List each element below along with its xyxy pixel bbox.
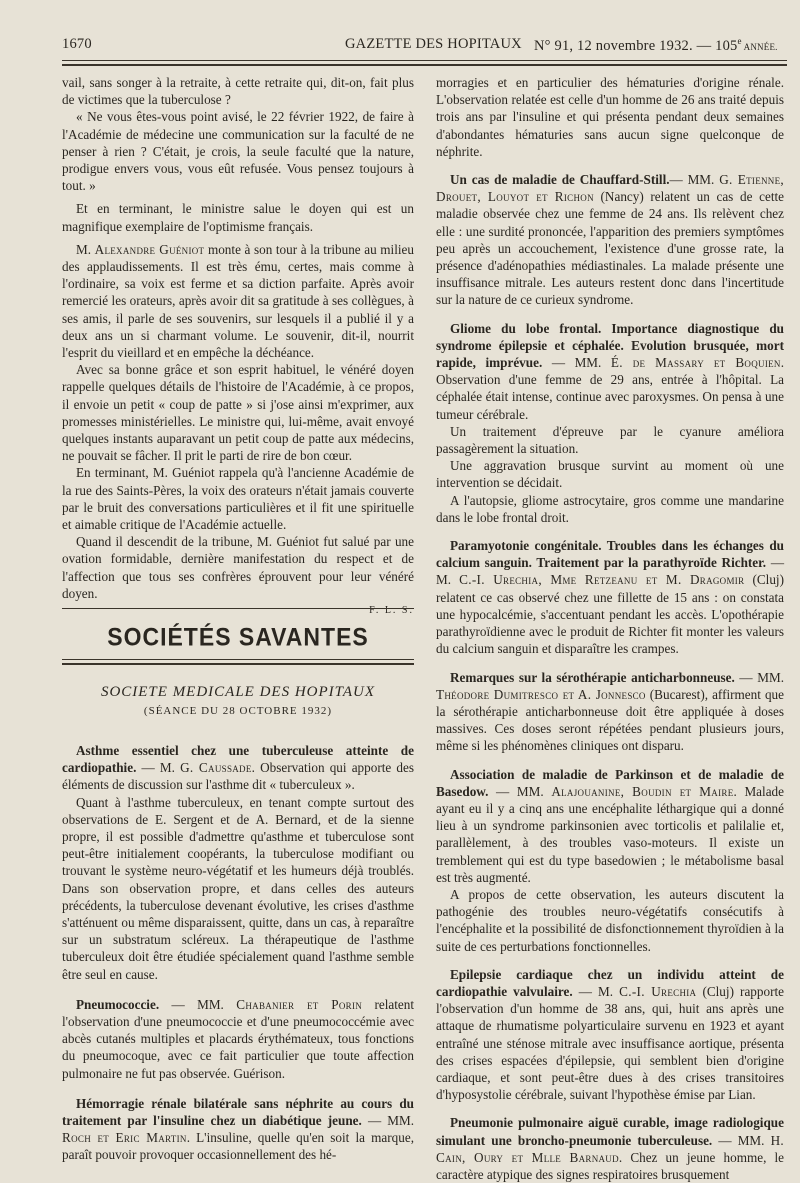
abstract	[436, 669, 784, 755]
abstract	[62, 996, 414, 1082]
text-span: — MM.	[488, 783, 552, 799]
paragraph: Une aggravation brusque survint au moment où une intervention se décidait.	[436, 458, 784, 491]
text-span: — MM.	[712, 1132, 771, 1148]
section-rule	[62, 659, 414, 660]
session-date: (SÉANCE DU 28 OCTOBRE 1932)	[143, 705, 333, 717]
author-names: Théodore Dumitresco et A. Jonnesco	[436, 686, 646, 702]
abstract-title: Hémorragie rénale bilatérale sans néphrite au cours du traitement par l'insuline chez un diabétique jeune.	[62, 1095, 414, 1129]
text-span: (Cluj) rapporte l'observation d'un homme de 38 ans, qui, huit ans après une attaque de rhumatisme polyarticulaire survenu en 1923 et ayant entraîné une sténose mitrale avec insuffisance aortique, présenta des crises espacées d'épilepsie, qui semblent bien d'origine cardiaque, et sont peut-être dues à des crises transitoires d'hyposystolie cérébrale, suivant l'hypothèse émise par Lian.	[436, 983, 784, 1103]
page-header	[62, 36, 782, 58]
issue-info	[534, 36, 778, 55]
society-title: SOCIETE MEDICALE DES HOPITAUX	[100, 684, 376, 700]
section-rule	[62, 608, 414, 609]
text-span: — MM.	[361, 1113, 414, 1129]
author-names: G. Caussade	[180, 760, 252, 776]
text-span: — M.	[136, 760, 181, 776]
section-rule-thick	[62, 663, 414, 665]
text-span: M.	[76, 241, 95, 257]
text-span: (Nancy) relatent un cas de cette maladie observée chez une femme de 24 ans. Ils relèvent chez elle : une surdité prononcée, l'apparition des premiers symptômes peu après un accouchement, l'existence d'une grosse rate, la présence d'adénopathies médiastinales. La malade présente une insuffisance mitrale. Les auteurs restent donc dans l'incertitude sur la nature de ce curieux syndrome.	[436, 189, 784, 308]
paragraph: A propos de cette observation, les auteurs discutent la pathogénie des troubles neuro-végétatifs consécutifs à l'encéphalite et la possibilité de disfonctionnement thyroïdien à la suite de ces perturbations fonctionnelles.	[436, 886, 784, 954]
paragraph: morragies et en particulier des hématuries d'origine rénale. L'observation relatée est celle d'un homme de 26 ans traité depuis trois ans par l'insuline et qui présenta pendant deux semaines d'abondantes hématuries sans aucun signe quelconque de néphrite.	[436, 75, 784, 159]
paragraph: Et en terminant, le ministre salue le doyen qui est un magnifique exemplaire de l'optimisme français.	[62, 201, 414, 234]
text-span: relatent l'observation d'une pneumococcie et d'une pneumococcémie avec abcès cutanés multiples et placards érythémateux, tous fonctions du pneumocoque, avec ce fait particulier que toute affection pulmonaire ne fut pas observée. Guérison.	[62, 996, 414, 1081]
left-column	[62, 74, 414, 619]
text-span: . Chez un jeune homme, le caractère atypique des signes respiratoires brusquement	[436, 1149, 784, 1182]
person-name: Alexandre Guéniot	[94, 241, 205, 257]
text-span: — MM.	[542, 355, 611, 371]
abstract-title: Remarques sur la sérothérapie anticharbonneuse.	[450, 669, 735, 685]
author-names: C.-I. Urechia	[619, 983, 697, 999]
paragraph: En terminant, M. Guéniot rappela qu'à l'ancienne Académie de la rue des Saints-Pères, la voix des orateurs n'était jamais couverte par le bruit des conversations particulières et il fit une spirituelle et aimable critique de l'Académie actuelle.	[62, 465, 414, 533]
abstract-title: Paramyotonie congénitale. Troubles dans les échanges du calcium sanguin. Traitement par la parathyroïde Richter.	[436, 538, 784, 571]
abstract	[436, 766, 784, 886]
text-span: . Observation d'une femme de 29 ans, entrée à l'hôpital. La céphalée était intense, continue avec paroxysmes. On pensa à une tumeur cérébrale.	[436, 355, 785, 422]
abstract-title: Pneumococcie.	[76, 996, 160, 1012]
author-names: G. Etienne, Drouet, Louyot et Richon	[436, 172, 785, 205]
issue-text: N° 91, 12 novembre 1932. — 105	[534, 37, 738, 54]
author-names: H. Cain, Oury et Mlle Barnaud	[436, 1132, 785, 1165]
text-span: — M.	[572, 983, 620, 999]
abstract-title: Epilepsie cardiaque chez un individu atteint de cardiopathie valvulaire.	[436, 966, 784, 999]
abstract-title: Pneumonie pulmonaire aiguë curable, image radiologique simulant une broncho-pneumonie tuberculeuse.	[436, 1115, 784, 1148]
signature: F. L. S.	[369, 605, 414, 617]
paragraph: « Ne vous êtes-vous point avisé, le 22 février 1922, de faire à l'Académie de médecine une communication sur la faculté de ne penser à rien ? C'était, je crois, la seule faculté que la nature, prodigue envers vous, vous eût refusée. Vous pensez toujours à tout. »	[62, 109, 414, 194]
paragraph: Avec sa bonne grâce et son esprit habituel, le vénéré doyen rappelle quelques détails de l'histoire de l'Académie, à ce propos, il envoie un petit « coup de patte » si j'ose ainsi m'exprimer, aux promesses ministérielles. Le ministre qui, lui-même, avait envoyé quelques instants auparavant un petit coup de patte aux médecins, ne pouvait se fâcher. Il prit le parti de rire de bon cœur.	[62, 362, 414, 464]
right-column	[436, 74, 784, 1183]
paragraph: Quand il descendit de la tribune, M. Guéniot fut salué par une ovation formidable, dernière manifestation du respect et de l'affection que tous ses confrères éprouvent pour leur vénéré doyen.	[62, 534, 414, 601]
section-heading: SOCIÉTÉS SAVANTES	[107, 622, 369, 651]
paragraph: Quant à l'asthme tuberculeux, en tenant compte surtout des observations de E. Sergent et de A. Bernard, et de la sienne propre, il est possible d'admettre qu'asthme et tuberculose sont peut-être initialement coopérants, la tuberculose modifiant ou trouvant le système neuro-végétatif et les humeurs déjà troublés. Dans son observation propre, et dans celles des auteurs précédents, la tuberculose devenant évolutive, les crises d'asthme s'atténuent ou même disparaissent, quitte, dans un cas, à reparaître sur un substratum scléreux. La thérapeutique de l'asthme tuberculeux doit être étudiée spécialement quand l'asthme semble être seul en cause.	[62, 794, 414, 982]
author-names: C.-I. Urechia, Mme Retzeanu et M. Dragomir	[459, 572, 745, 588]
text-span: — MM.	[669, 172, 720, 188]
abstract-title: Un cas de maladie de Chauffard-Still.	[450, 172, 670, 188]
abstract	[62, 742, 414, 794]
paragraph: Un traitement d'épreuve par le cyanure améliora passagèrement la situation.	[436, 423, 784, 457]
page-number: 1670	[62, 36, 92, 52]
header-rule	[62, 60, 787, 61]
abstract-title: Association de maladie de Parkinson et de maladie de Basedow.	[436, 766, 784, 799]
text-span: — MM.	[734, 669, 784, 685]
abstract	[62, 1095, 414, 1164]
text-span: (Bucarest), affirment que la sérothérapie anticharbonneuse doit être appliquée à doses massives. Ces doses seront répétées pendant plusieurs jours, même si les phénomènes cliniques ont disparu.	[436, 686, 784, 754]
text-span: . Malade ayant eu il y a cinq ans une encéphalite léthargique qui a donné lieu à un syndrome parkinsonien avec torticolis et palilalie et, parallèlement, à des troubles vaso-moteurs. Il existe un tremblement qui est du type basedowien ; le métabolisme basal est très augmenté.	[436, 783, 784, 885]
author-names: Chabanier et Porin	[236, 996, 363, 1012]
author-names: Alajouanine, Boudin et Maire	[551, 783, 734, 799]
abstract-title: Asthme essentiel chez une tuberculeuse atteinte de cardiopathie.	[62, 743, 414, 776]
paragraph	[62, 241, 414, 361]
abstract	[436, 171, 784, 309]
text-span: monte à son tour à la tribune au milieu des applaudissements. Il est très ému, certes, mais comme à l'ordinaire, sa voix est ferme et sa diction parfaite. Après avoir remercié les orateurs, après avoir dit sa gratitude à ses collègues, à ses amis, il parle de ses souvenirs, sur lesquels il a publié il y a deux ans un si charmant volume. Le souvenir, dit-il, nourrit l'esprit du vieillard et en empêche la déchéance.	[62, 241, 414, 361]
abstract	[436, 1114, 784, 1183]
abstract	[436, 320, 784, 423]
header-rule-thick	[62, 64, 787, 66]
left-column-lower	[62, 742, 414, 1164]
text-span: (Cluj) relatent ce cas observé chez une fillette de 15 ans : on constata une hypocalcémie, s'accentuant pendant les accès. L'opothérapie parathyroïdienne avec le produit de Richter fit monter les valeurs du calcium sanguin et disparaître les crampes.	[436, 572, 784, 657]
text-span: . L'insuline, quelle qu'en soit la marque, paraît pouvoir provoquer occasionnellement des hé-	[62, 1130, 414, 1163]
issue-sup: e	[737, 36, 742, 46]
abstract	[436, 537, 784, 657]
abstract-title: Gliome du lobe frontal. Importance diagnostique du syndrome épilepsie et céphalée. Evolution brusquée, mort rapide, imprévue.	[436, 320, 784, 371]
author-names: É. de Massary et Boquien	[610, 355, 781, 371]
text-span: — MM.	[159, 996, 237, 1012]
text-span: . Observation qui apporte des éléments de discussion sur l'asthme dit « tuberculeux ».	[62, 760, 414, 793]
journal-title: GAZETTE DES HOPITAUX	[345, 36, 522, 52]
paragraph: A l'autopsie, gliome astrocytaire, gros comme une mandarine dans le lobe frontal droit.	[436, 492, 784, 525]
text-span: — M.	[436, 555, 785, 588]
abstract	[436, 966, 784, 1104]
issue-suffix: ANNÉE.	[741, 41, 778, 52]
paragraph: vail, sans songer à la retraite, à cette retraite qui, dit-on, fait plus de victimes que la tuberculose ?	[62, 75, 414, 108]
author-names: Roch et Eric Martin	[62, 1130, 187, 1146]
